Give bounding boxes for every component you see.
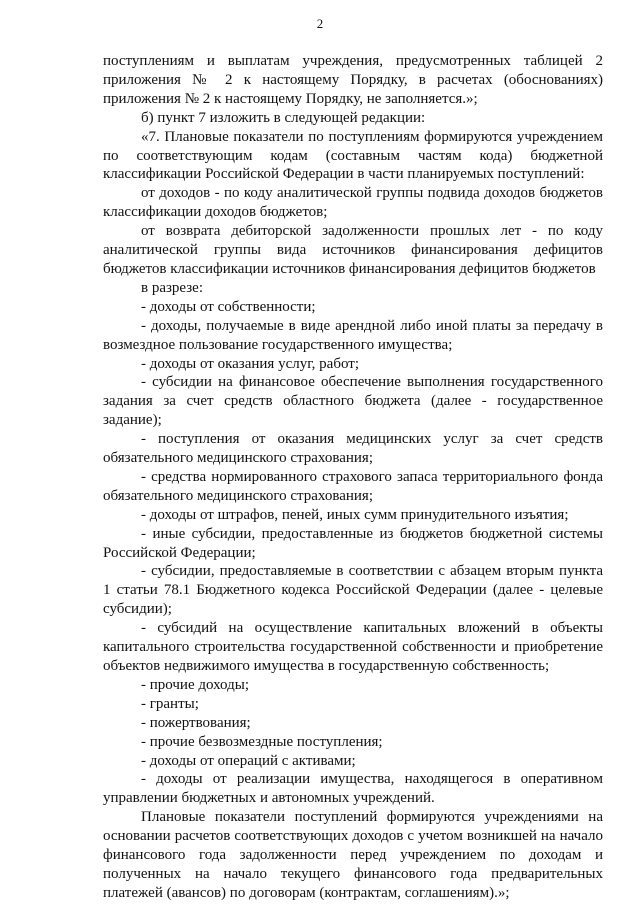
list-item: - доходы от собственности; — [141, 298, 316, 315]
list-item: - доходы от штрафов, пеней, иных сумм принудительного изъятия; — [141, 506, 569, 523]
list-item: - иные субсидии, предоставленные из бюджетов бюджетной системы Российской Федерации; — [103, 525, 603, 561]
list-item: - доходы от операций с активами; — [141, 752, 356, 769]
list-item: - субсидий на осуществление капитальных вложений в объекты капитального строительства государственной собственности и приобретение объектов недвижимого имущества в государственную собственность; — [103, 620, 603, 674]
list-item: - доходы, получаемые в виде арендной либо иной платы за передачу в возмездное пользование государственного имущества; — [103, 317, 603, 353]
paragraph: Плановые показатели поступлений формируются учреждениями на основании расчетов соответствующих доходов с учетом возникшей на начало финансового года задолженности перед учреждением по доходам и полученных на начало текущего финансового года предварительных платежей (авансов) по договорам (контрактам, соглашениям).»; — [103, 809, 603, 901]
list-item: - доходы от оказания услуг, работ; — [141, 355, 359, 372]
paragraph: в разрезе: — [141, 279, 204, 296]
list-item: - доходы от реализации имущества, находящегося в оперативном управлении бюджетных и автономных учреждений. — [103, 771, 603, 807]
list-item: - прочие безвозмездные поступления; — [141, 733, 383, 750]
page-number: 2 — [316, 16, 324, 31]
paragraph: поступлениям и выплатам учреждения, предусмотренных таблицей 2 приложения № 2 к настоящему Порядку, в расчетах (обоснованиях) приложения № 2 к настоящему Порядку, не заполняется.»; — [103, 53, 603, 107]
list-item: - субсидии на финансовое обеспечение выполнения государственного задания за счет средств областного бюджета (далее - государственное задание); — [103, 374, 603, 429]
paragraph: от доходов - по коду аналитической группы подвида доходов бюджетов классификации доходов бюджетов; — [103, 185, 603, 221]
document-body — [103, 52, 603, 903]
paragraph: «7. Плановые показатели по поступлениям формируются учреждением по соответствующим кодам (составным частям кода) бюджетной классификации Российской Федерации в части планируемых поступлений: — [103, 128, 603, 183]
list-item: - поступления от оказания медицинских услуг за счет средств обязательного медицинского страхования; — [103, 431, 603, 467]
list-item: - субсидии, предоставляемые в соответствии с абзацем вторым пункта 1 статьи 78.1 Бюджетного кодекса Российской Федерации (далее - целевые субсидии); — [103, 563, 603, 618]
paragraph: от возврата дебиторской задолженности прошлых лет - по коду аналитической группы вида источников финансирования дефицитов бюджетов классификации источников финансирования дефицитов бюджетов — [103, 223, 603, 277]
list-item: - средства нормированного страхового запаса территориального фонда обязательного медицинского страхования; — [103, 468, 603, 504]
list-item: - гранты; — [141, 695, 199, 712]
list-item: - пожертвования; — [141, 714, 251, 731]
list-item: - прочие доходы; — [141, 676, 249, 693]
paragraph: б) пункт 7 изложить в следующей редакции: — [141, 109, 426, 126]
